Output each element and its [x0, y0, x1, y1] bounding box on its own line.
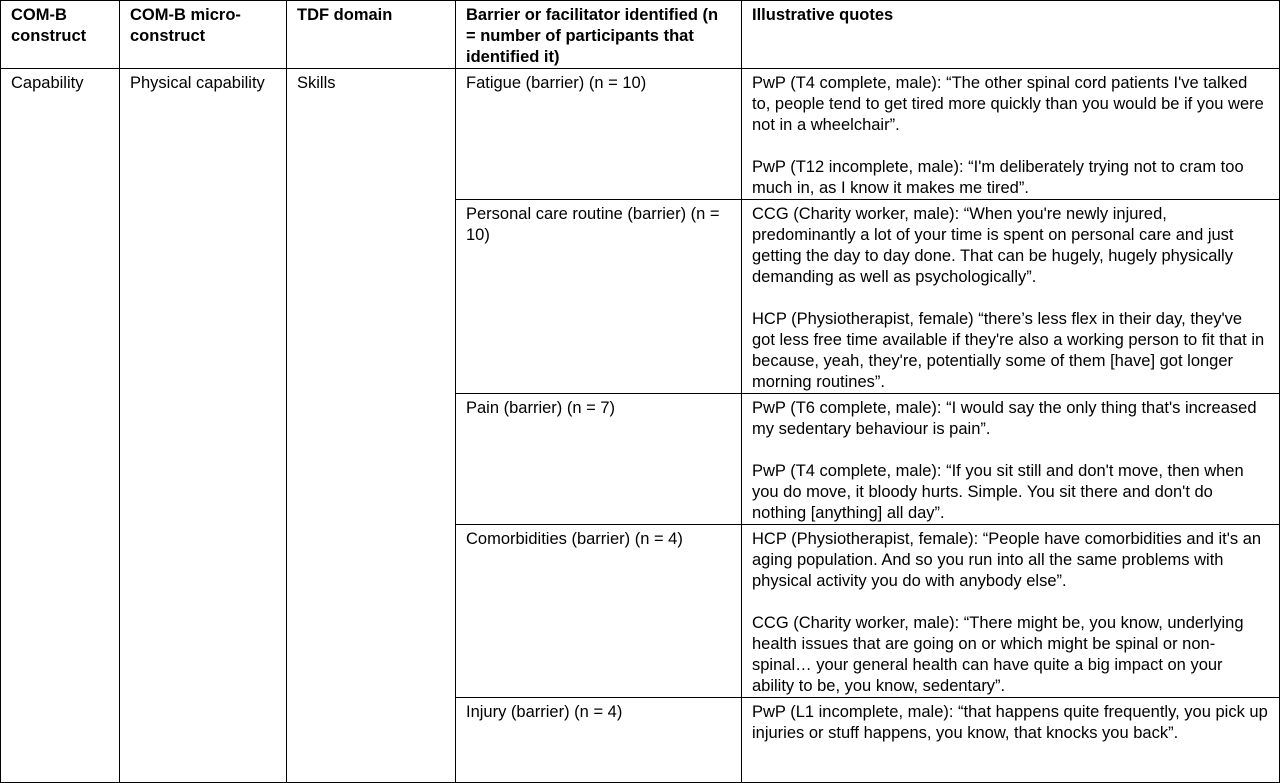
- quote: CCG (Charity worker, male): “There might be, you know, underlying health issues that are going on or which might be spinal or non- spinal… your general health can have quite a big impact on your ability to be, you know, sedentary”.: [752, 614, 1244, 695]
- quote: CCG (Charity worker, male): “When you're newly injured, predominantly a lot of your time is spent on personal care and just getting the day to day done. That can be hugely, hugely physically demanding as well as psychologically”.: [752, 205, 1234, 286]
- quote: PwP (T4 complete, male): “The other spinal cord patients I've talked to, people tend to get tired more quickly than you would be if you were not in a wheelchair”.: [752, 74, 1264, 134]
- cell-quotes: [742, 394, 1280, 525]
- header-row: [1, 1, 1280, 69]
- cell-quotes: [742, 200, 1280, 394]
- cell-tdf-domain: Skills: [287, 69, 456, 783]
- cell-factor: Pain (barrier) (n = 7): [456, 394, 742, 525]
- quote: PwP (T6 complete, male): “I would say the only thing that's increased my sedentary behaviour is pain”.: [752, 399, 1257, 438]
- cell-factor: Fatigue (barrier) (n = 10): [456, 69, 742, 200]
- quote: PwP (L1 incomplete, male): “that happens quite frequently, you pick up injuries or stuff happens, you know, that knocks you back”.: [752, 703, 1268, 742]
- cell-factor: Personal care routine (barrier) (n = 10): [456, 200, 742, 394]
- quote: PwP (T12 incomplete, male): “I'm deliberately trying not to cram too much in, as I know it makes me tired”.: [752, 158, 1244, 197]
- cell-construct: Capability: [1, 69, 120, 783]
- table-row: [1, 69, 1280, 200]
- quote: PwP (T4 complete, male): “If you sit still and don't move, then when you do move, it bloody hurts. Simple. You sit there and don't do nothing [anything] all day”.: [752, 462, 1244, 522]
- header-com-b-construct: COM-B construct: [1, 1, 120, 69]
- cell-factor: Comorbidities (barrier) (n = 4): [456, 525, 742, 698]
- header-illustrative-quotes: Illustrative quotes: [742, 1, 1280, 69]
- cell-quotes: [742, 698, 1280, 783]
- header-com-b-micro-construct: COM-B micro-construct: [120, 1, 287, 69]
- cell-quotes: [742, 525, 1280, 698]
- quote: HCP (Physiotherapist, female): “People have comorbidities and it's an aging population. And so you run into all the same problems with physical activity you do with anybody else”.: [752, 530, 1262, 590]
- cell-factor: Injury (barrier) (n = 4): [456, 698, 742, 783]
- quote: HCP (Physiotherapist, female) “there’s less flex in their day, they've got less free time available if they're also a working person to fit that in because, yeah, they're, potentially some of them [have] got longer morning routines”.: [752, 310, 1265, 391]
- cell-micro-construct: Physical capability: [120, 69, 287, 783]
- header-tdf-domain: TDF domain: [287, 1, 456, 69]
- cell-quotes: [742, 69, 1280, 200]
- header-barrier-facilitator: Barrier or facilitator identified (n = number of participants that identified it): [456, 1, 742, 69]
